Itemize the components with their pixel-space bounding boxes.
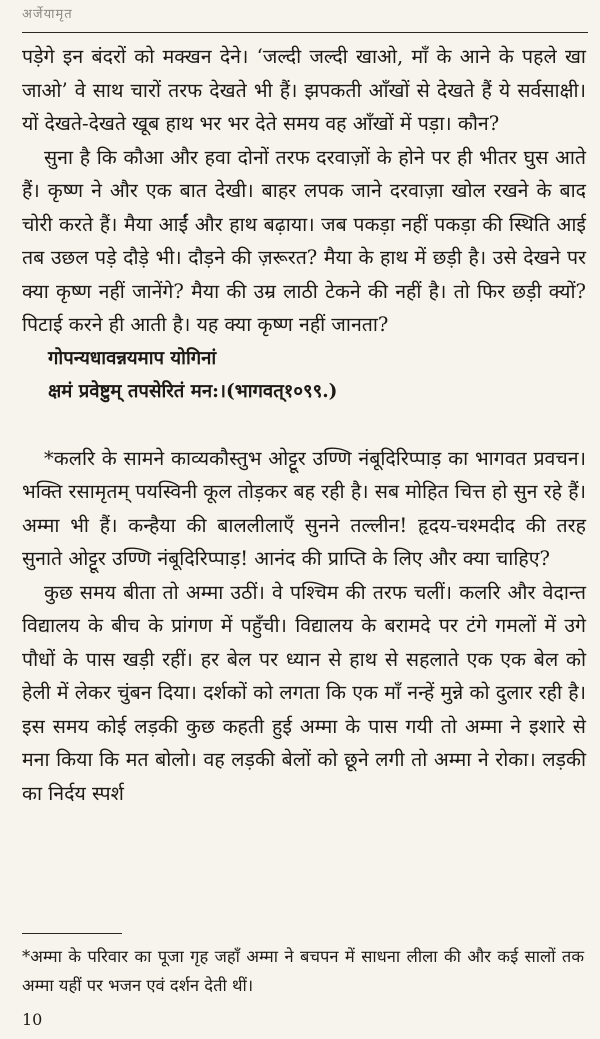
paragraph-2: सुना है कि कौआ और हवा दोनों तरफ दरवाज़ों के होने पर ही भीतर घुस आते हैं। कृष्ण ने और एक बात देखी। बाहर लपक जाने दरवाज़ा खोल रखने के बाद चोरी करते हैं। मैया आईं और हाथ बढ़ाया। जब पकड़ा नहीं पकड़ा की स्थिति आई तब उछल पड़े दौड़े भी। दौड़ने की ज़रूरत? मैया के हाथ में छड़ी है। उसे देखने पर क्या कृष्ण नहीं जानेंगे? मैया की उम्र लाठी टेकने की नहीं है। तो फिर छड़ी क्यों? पिटाई करने ही आती है। यह क्या कृष्ण नहीं जानता? [22, 145, 586, 336]
running-head: अर्जेयामृत [22, 7, 73, 22]
paragraph-3: *कलरि के सामने काव्यकौस्तुभ ओट्टूर उण्णि नंबूदिरिप्पाड़ का भागवत प्रवचन। भक्ति रसामृतम् पयस्विनी कूल तोड़कर बह रही है। सब मोहित चित्त हो सुन रहे हैं। अम्मा भी हैं। कन्हैया की बाललीलाएँ सुनने तल्लीन! हृदय-चश्मदीद की तरह सुनाते ओट्टूर उण्णि नंबूदिरिप्पाड़! आनंद की प्राप्ति के लिए और क्या चाहिए? [22, 446, 586, 570]
paragraph-1: पड़ेगे इन बंदरों को मक्खन देने। ‘जल्दी जल्दी खाओ, माँ के आने के पहले खा जाओ’ वे साथ चारों तरफ देखते भी हैं। झपकती आँखों से देखते हैं ये सर्वसाक्षी। यों देखते-देखते खूब हाथ भर भर देते समय वह आँखों में पड़ा। कौन? [22, 45, 586, 135]
verse-line-1: गोपन्यधावन्नयमाप योगिनां [48, 347, 217, 369]
page-number: 10 [22, 1010, 43, 1029]
section-gap [22, 408, 586, 442]
footnote: *अम्मा के परिवार का पूजा गृह जहाँ अम्मा ने बचपन में साधना लीला की और कई सालों तक अम्मा यहीं पर भजन एवं दर्शन देती थीं। [22, 947, 584, 995]
body-text [22, 40, 586, 810]
header-rule [22, 32, 588, 33]
paragraph-4: कुछ समय बीता तो अम्मा उठीं। वे पश्चिम की तरफ चलीं। कलरि और वेदान्त विद्यालय के बीच के प्रांगण में पहुँची। विद्यालय के बरामदे पर टंगे गमलों में उगे पौधों के पास खड़ी रहीं। हर बेल पर ध्यान से हाथ से सहलाते एक एक बेल को हेली में लेकर चुंबन दिया। दर्शकों को लगता कि एक माँ नन्हें मुन्ने को दुलार रही है। इस समय कोई लड़की कुछ कहती हुई अम्मा के पास गयी तो अम्मा ने इशारे से मना किया कि मत बोलो। वह लड़की बेलों को छूने लगी तो अम्मा ने रोका। लड़की का निर्दय स्पर्श [22, 580, 586, 805]
verse-line-2: क्षमं प्रवेष्टुम् तपसेरितं मन:।(भागवत्१०९९.) [48, 380, 338, 402]
footnote-rule [22, 933, 122, 934]
